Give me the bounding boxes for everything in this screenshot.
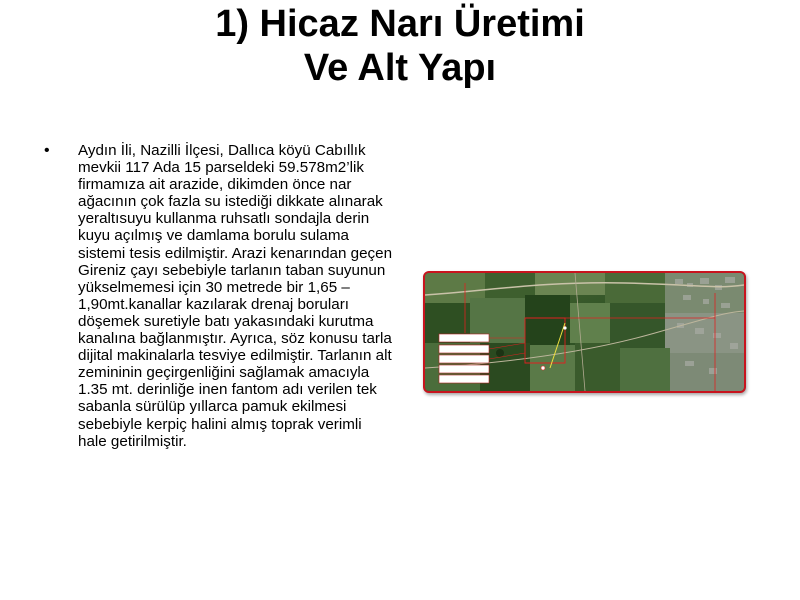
page-title: [0, 2, 800, 90]
satellite-image: [425, 273, 744, 391]
aerial-map-photo: [423, 271, 746, 393]
bullet-text: Aydın İli, Nazilli İlçesi, Dallıca köyü Cabıllık mevkii 117 Ada 15 parseldeki 59.578m2’lik firmamıza ait arazide, dikimden önce nar ağacının çok fazla su istediği dikkate alınarak yeraltısuyu kullanma ruhsatlı sondajla derin kuyu açılmış ve damlama borulu sulama sistemi tesis edilmiştir. Arazi kenarından geçen Gireniz çayı sebebiyle tarlanın taban suyunun yükselmemesi için 30 metrede bir 1,65 – 1,90mt.kanallar kazılarak drenaj boruları döşemek suretiyle batı yakasındaki kurutma kanalına bağlanmıştır. Ayrıca, söz konusu tarla dijital makinalarla tesviye edilmiştir. Tarlanın alt zemininin geçirgenliğini sağlamak amacıyla 1.35 mt. derinliğe inen fantom adı verilen tek sabanla sürülüp yıllarca pamuk ekilmesi sebebiyle kerpiç halini almış toprak verimli hale getirilmiştir.: [78, 142, 393, 450]
title-line-1: 1) Hicaz Narı Üretimi: [215, 3, 585, 45]
bullet-marker: •: [44, 142, 50, 159]
title-line-2: Ve Alt Yapı: [303, 47, 497, 89]
